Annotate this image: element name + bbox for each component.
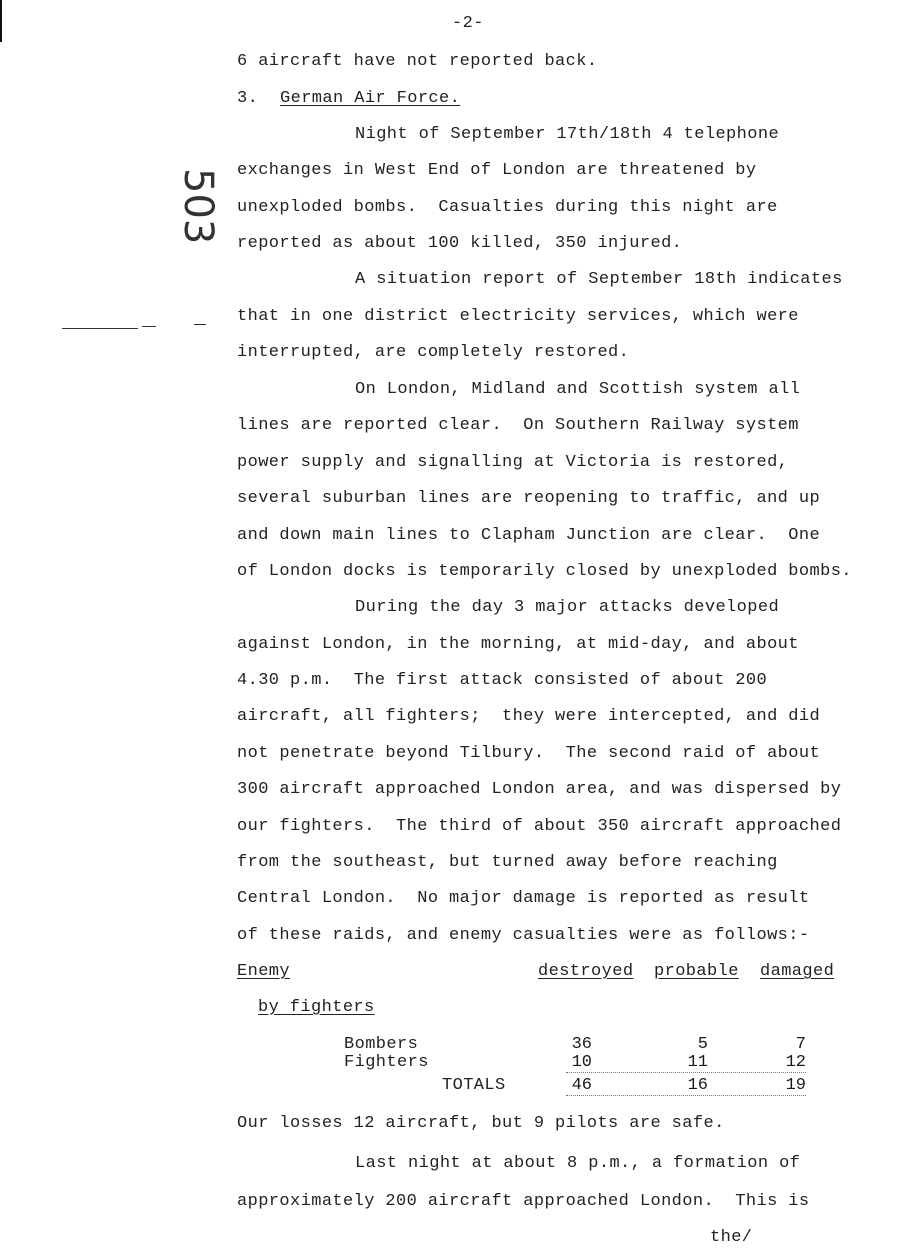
text-line: lines are reported clear. On Southern Railway system — [237, 416, 799, 435]
text-line: against London, in the morning, at mid-day, and about — [237, 635, 799, 654]
table-cell: 46 — [571, 1076, 592, 1095]
text-line: our fighters. The third of about 350 aircraft approached — [237, 817, 842, 836]
text-line: reported as about 100 killed, 350 injured. — [237, 234, 683, 253]
text-line: unexploded bombs. Casualties during this night are — [237, 198, 778, 217]
text-line: approximately 200 aircraft approached London. This is — [237, 1192, 810, 1211]
text-line: Last night at about 8 p.m., a formation of — [355, 1154, 801, 1173]
section-heading: German Air Force. — [280, 89, 461, 108]
table-column-header: destroyed — [538, 962, 634, 981]
text-line: of London docks is temporarily closed by unexploded bombs. — [237, 562, 852, 581]
table-column-header: damaged — [760, 962, 835, 981]
table-sub-heading: by fighters — [258, 998, 375, 1017]
text-line: Central London. No major damage is reported as result — [237, 889, 810, 908]
text-line: power supply and signalling at Victoria is restored, — [237, 453, 789, 472]
text-line: from the southeast, but turned away before reaching — [237, 853, 778, 872]
scan-edge-mark — [0, 0, 2, 42]
table-cell: 19 — [785, 1076, 806, 1095]
text-line: exchanges in West End of London are threatened by — [237, 161, 757, 180]
sum-rule — [566, 1072, 806, 1073]
margin-rule — [194, 324, 206, 325]
text-line: 300 aircraft approached London area, and was dispersed by — [237, 780, 842, 799]
margin-folio-number: 503 — [175, 168, 221, 245]
text-line: During the day 3 major attacks developed — [355, 598, 780, 617]
table-row-label: TOTALS — [442, 1076, 506, 1095]
table-cell: 7 — [795, 1035, 806, 1054]
text-line: and down main lines to Clapham Junction are clear. One — [237, 526, 821, 545]
table-cell: 10 — [571, 1053, 592, 1072]
text-line: Night of September 17th/18th 4 telephone — [355, 125, 780, 144]
text-line: of these raids, and enemy casualties were as follows:- — [237, 926, 810, 945]
text-line: On London, Midland and Scottish system all — [355, 380, 801, 399]
text-line: 4.30 p.m. The first attack consisted of about 200 — [237, 671, 768, 690]
table-cell: 36 — [571, 1035, 592, 1054]
text-line: several suburban lines are reopening to traffic, and up — [237, 489, 821, 508]
table-column-header: probable — [654, 962, 739, 981]
margin-rule — [62, 328, 138, 329]
table-cell: 11 — [687, 1053, 708, 1072]
table-row-label: Fighters — [344, 1053, 429, 1072]
table-cell: 5 — [697, 1035, 708, 1054]
catchword: the/ — [710, 1228, 753, 1247]
margin-rule — [142, 326, 156, 327]
table-row-label: Bombers — [344, 1035, 419, 1054]
table-row-heading: Enemy — [237, 962, 291, 981]
section-number: 3. — [237, 89, 259, 108]
page-number: -2- — [452, 14, 484, 33]
text-line: not penetrate beyond Tilbury. The second raid of about — [237, 744, 821, 763]
text-line: A situation report of September 18th indicates — [355, 270, 843, 289]
text-line: that in one district electricity services, which were — [237, 307, 799, 326]
text-line: Our losses 12 aircraft, but 9 pilots are safe. — [237, 1114, 725, 1133]
total-rule — [566, 1095, 806, 1096]
text-line: interrupted, are completely restored. — [237, 343, 630, 362]
text-line: aircraft, all fighters; they were intercepted, and did — [237, 707, 821, 726]
text-line: 6 aircraft have not reported back. — [237, 52, 598, 71]
table-cell: 12 — [785, 1053, 806, 1072]
table-cell: 16 — [687, 1076, 708, 1095]
